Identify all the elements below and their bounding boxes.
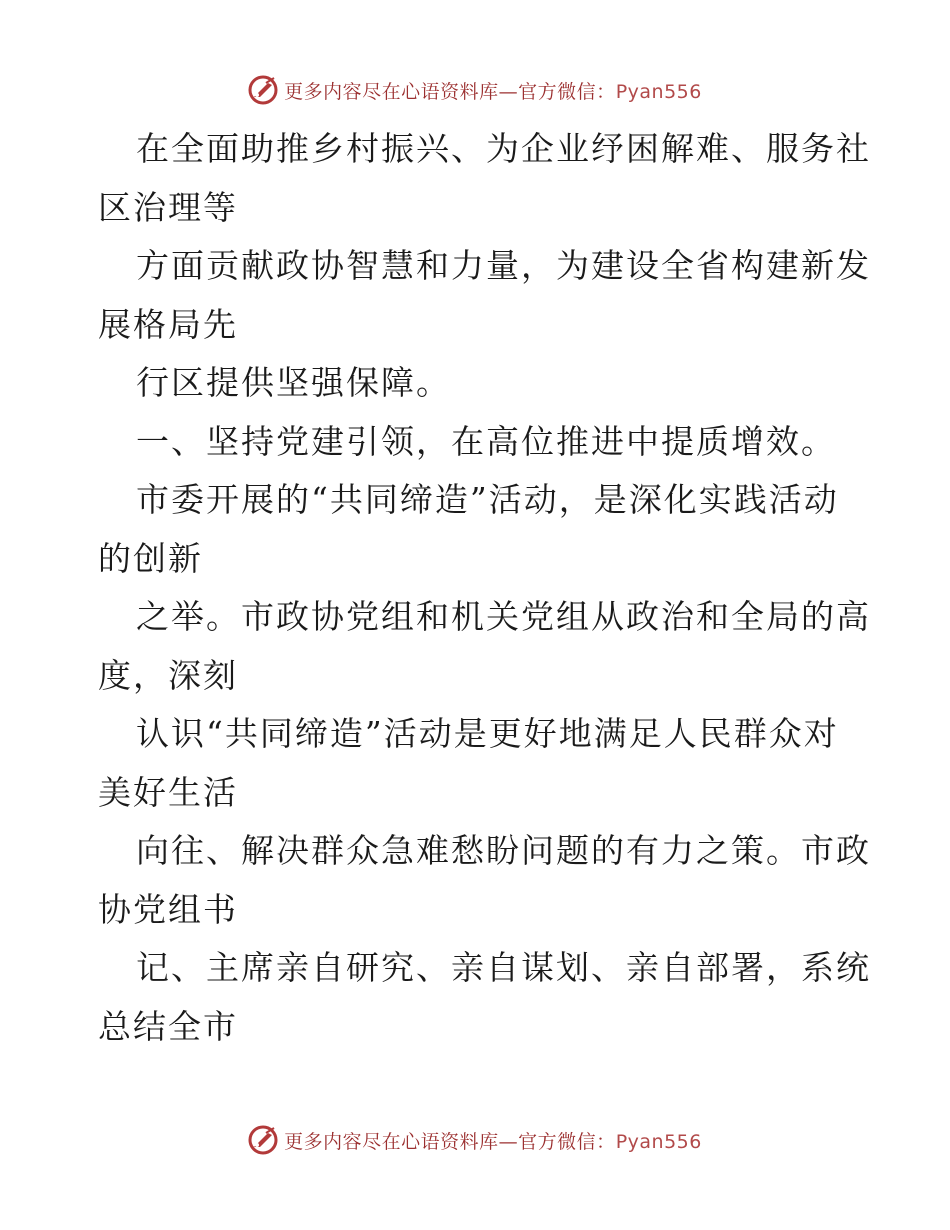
header-banner — [0, 70, 950, 110]
body-line: 记、主席亲自研究、亲自谋划、亲自部署，系统 — [136, 948, 871, 987]
body-line: 市委开展的“共同缔造”活动，是深化实践活动 — [136, 480, 839, 519]
body-line: 向往、解决群众急难愁盼问题的有力之策。市政 — [136, 831, 871, 870]
footer-banner-text — [284, 1127, 702, 1154]
quill-logo-icon — [248, 1125, 278, 1155]
header-dash: — — [498, 80, 519, 103]
footer-wechat-label: 官方微信： — [518, 1130, 616, 1153]
body-line: 之举。市政协党组和机关党组从政治和全局的高 — [136, 597, 871, 636]
header-site-name: 更多内容尽在心语资料库 — [284, 80, 499, 103]
document-body — [98, 120, 871, 1056]
footer-site-name: 更多内容尽在心语资料库 — [284, 1130, 499, 1153]
footer-banner — [0, 1120, 950, 1160]
body-line: 总结全市 — [98, 1006, 238, 1046]
footer-banner-inner — [248, 1125, 702, 1155]
body-line: 展格局先 — [98, 304, 238, 344]
header-wechat-label: 官方微信： — [518, 80, 616, 103]
section-heading: 一、坚持党建引领，在高位推进中提质增效。 — [136, 421, 836, 461]
body-line: 方面贡献政协智慧和力量，为建设全省构建新发 — [136, 246, 871, 285]
body-line: 度，深刻 — [98, 655, 238, 695]
body-line: 行区提供坚强保障。 — [136, 363, 451, 402]
header-banner-inner — [248, 75, 702, 105]
body-line: 认识“共同缔造”活动是更好地满足人民群众对 — [136, 714, 839, 753]
header-wechat-id: Pyan556 — [615, 80, 702, 103]
quill-logo-icon — [248, 75, 278, 105]
body-line: 美好生活 — [98, 772, 238, 812]
body-line: 的创新 — [98, 538, 203, 578]
footer-dash: — — [498, 1130, 519, 1153]
body-line: 区治理等 — [98, 187, 238, 227]
body-line: 在全面助推乡村振兴、为企业纾困解难、服务社 — [136, 129, 871, 168]
footer-wechat-id: Pyan556 — [615, 1130, 702, 1153]
body-line: 协党组书 — [98, 889, 238, 929]
header-banner-text — [284, 77, 702, 104]
